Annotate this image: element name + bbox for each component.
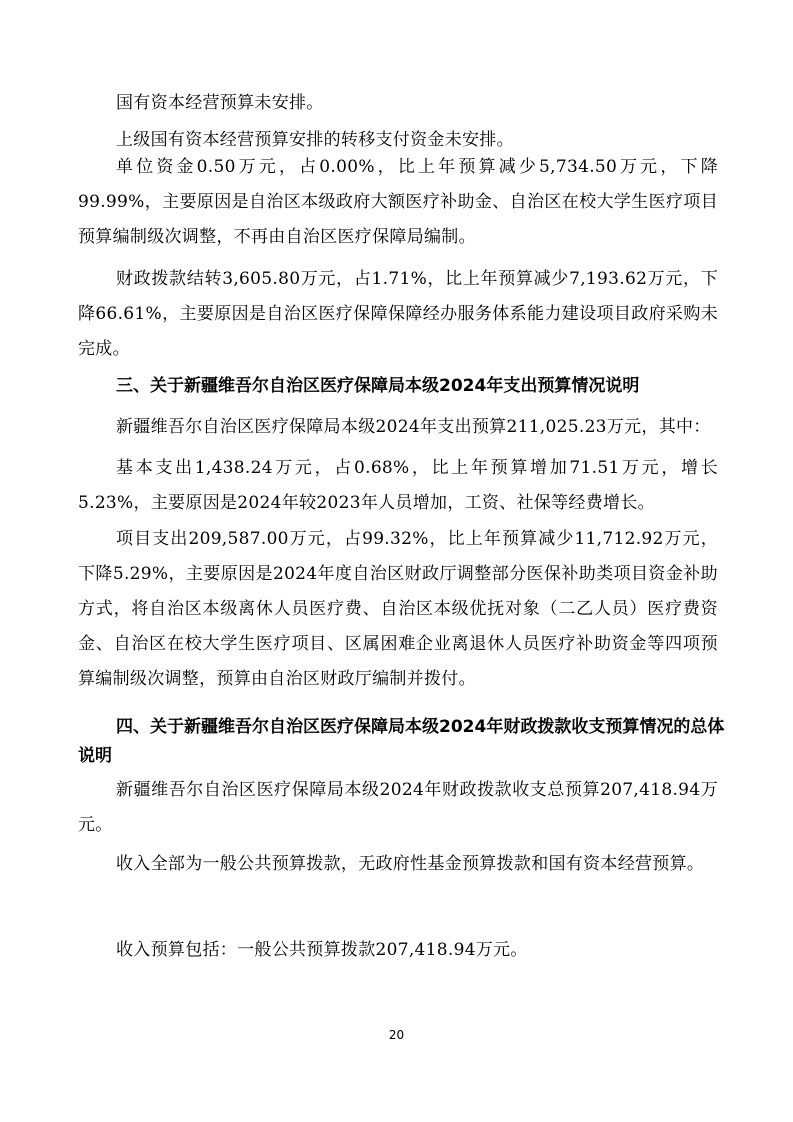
paragraph-carryover: 财政拨款结转3,605.80万元，占1.71%，比上年预算减少7,193.62万元，下降66.61%，主要原因是自治区医疗保障保障经办服务体系能力建设项目政府采购未完成。 xyxy=(78,269,718,359)
page-number: 20 xyxy=(388,1028,405,1042)
paragraph-state-capital: 国有资本经营预算未安排。 xyxy=(116,93,324,113)
paragraph-income-budget: 收入预算包括：一般公共预算拨款207,418.94万元。 xyxy=(116,940,528,960)
paragraph-income-composition: 收入全部为一般公共预算拨款，无政府性基金预算拨款和国有资本经营预算。 xyxy=(116,854,705,874)
paragraph-unit-funds: 单位资金0.50万元，占0.00%，比上年预算减少5,734.50万元，下降99.99%，主要原因是自治区本级政府大额医疗补助金、自治区在校大学生医疗项目预算编制级次调整，不再由自治区医疗保障局编制。 xyxy=(78,157,718,247)
section-heading-3: 三、关于新疆维吾尔自治区医疗保障局本级2024年支出预算情况说明 xyxy=(116,376,640,396)
paragraph-basic-expenditure: 基本支出1,438.24万元，占0.68%，比上年预算增加71.51万元，增长5.23%，主要原因是2024年较2023年人员增加，工资、社保等经费增长。 xyxy=(78,458,718,513)
section-heading-4: 四、关于新疆维吾尔自治区医疗保障局本级2024年财政拨款收支预算情况的总体说明 xyxy=(78,717,725,766)
paragraph-transfer-payment: 上级国有资本经营预算安排的转移支付资金未安排。 xyxy=(116,130,514,150)
paragraph-expenditure-total: 新疆维吾尔自治区医疗保障局本级2024年支出预算211,025.23万元，其中： xyxy=(116,417,711,437)
paragraph-fiscal-total: 新疆维吾尔自治区医疗保障局本级2024年财政拨款收支总预算207,418.94万元。 xyxy=(78,780,718,835)
paragraph-project-expenditure: 项目支出209,587.00万元，占99.32%，比上年预算减少11,712.92万元，下降5.29%，主要原因是2024年度自治区财政厅调整部分医保补助类项目资金补助方式，将自治区本级离休人员医疗费、自治区本级优抚对象（二乙人员）医疗费资金、自治区在校大学生医疗项目、区属困难企业离退休人员医疗补助资金等四项预算编制级次调整，预算由自治区财政厅编制并拨付。 xyxy=(78,529,718,689)
